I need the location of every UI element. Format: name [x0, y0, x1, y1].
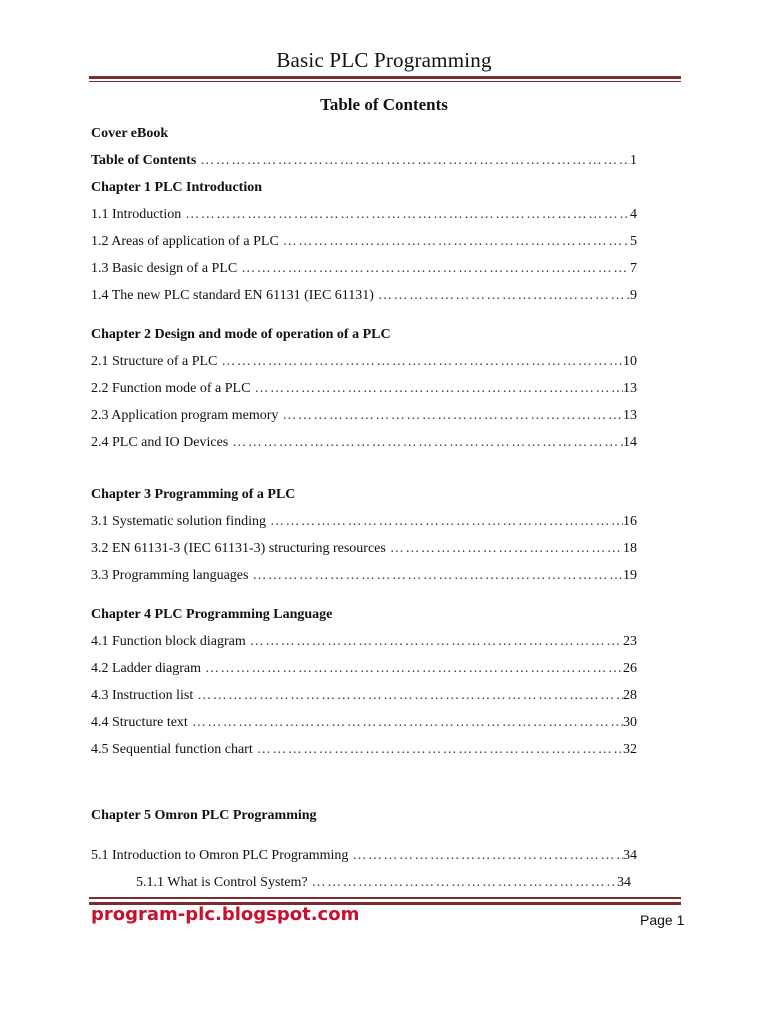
toc-entry-label: 4.1 Function block diagram: [91, 634, 246, 649]
toc-entry-page: 34: [617, 875, 631, 890]
toc-entry-page: 13: [623, 381, 637, 396]
toc-entry-page: 32: [623, 742, 637, 757]
toc-entry-2-2[interactable]: [91, 380, 637, 398]
toc-leader-dots: [192, 714, 623, 732]
toc-entry-page: 18: [623, 541, 637, 556]
toc-entry-3-3[interactable]: [91, 567, 637, 585]
toc-leader-dots: [250, 633, 623, 651]
toc-entry-3-1[interactable]: [91, 513, 637, 531]
toc-leader-dots: [282, 407, 623, 425]
toc-entry-label: 5.1 Introduction to Omron PLC Programming: [91, 848, 349, 863]
toc-entry-page: 1: [630, 153, 637, 168]
page-header-title: Basic PLC Programming: [276, 48, 492, 72]
toc-entry-1-3[interactable]: [91, 260, 637, 278]
toc-heading-chapter-5: [91, 807, 637, 825]
toc-title: Table of Contents: [320, 95, 448, 114]
toc-leader-dots: [270, 513, 623, 531]
toc-leader-dots: [200, 152, 630, 170]
toc-leader-dots: [241, 260, 630, 278]
toc-entry-label: 3.2 EN 61131-3 (IEC 61131-3) structuring resources: [91, 541, 386, 556]
toc-entry-label: 2.2 Function mode of a PLC: [91, 381, 251, 396]
toc-entry-5-1[interactable]: [91, 847, 637, 865]
toc-leader-dots: [390, 540, 623, 558]
toc-entry-page: 26: [623, 661, 637, 676]
toc-entry-label: 1.4 The new PLC standard EN 61131 (IEC 61131): [91, 288, 374, 303]
toc-entry-page: 4: [630, 207, 637, 222]
toc-heading-chapter-1: [91, 179, 637, 197]
toc-entry-1-1[interactable]: [91, 206, 637, 224]
toc-entry-3-2[interactable]: [91, 540, 637, 558]
toc-entry-page: 30: [623, 715, 637, 730]
toc-entry-page: 7: [630, 261, 637, 276]
toc-leader-dots: [378, 287, 630, 305]
toc-entry-page: 16: [623, 514, 637, 529]
toc-leader-dots: [254, 380, 623, 398]
toc-entry-label: 2.1 Structure of a PLC: [91, 354, 218, 369]
toc-heading-cover: [91, 125, 637, 143]
toc-entry-label: 5.1.1 What is Control System?: [136, 875, 308, 890]
toc-heading-chapter-3: [91, 486, 637, 504]
header-rule-thin: [89, 81, 681, 82]
header-rule-thick: [89, 76, 681, 79]
toc-entry-page: 5: [630, 234, 637, 249]
toc-entry-2-1[interactable]: [91, 353, 637, 371]
toc-heading-label: Chapter 4 PLC Programming Language: [91, 607, 333, 622]
toc-entry-label: 3.1 Systematic solution finding: [91, 514, 266, 529]
toc-leader-dots: [312, 874, 617, 892]
toc-entry-label: 4.4 Structure text: [91, 715, 188, 730]
toc-entry-page: 34: [623, 848, 637, 863]
toc-leader-dots: [221, 353, 623, 371]
toc-entry-1-2[interactable]: [91, 233, 637, 251]
toc-heading-label: Chapter 3 Programming of a PLC: [91, 487, 296, 502]
toc-heading-chapter-2: [91, 326, 637, 344]
toc-leader-dots: [197, 687, 623, 705]
toc-entry-page: 10: [623, 354, 637, 369]
toc-entry-page: 9: [630, 288, 637, 303]
toc-heading-label: Chapter 2 Design and mode of operation of a PLC: [91, 327, 391, 342]
toc-entry-4-5[interactable]: [91, 741, 637, 759]
toc-entry-page: 28: [623, 688, 637, 703]
toc-entry-label: 3.3 Programming languages: [91, 568, 249, 583]
toc-heading-label: Chapter 5 Omron PLC Programming: [91, 808, 317, 823]
toc-heading-label: Cover eBook: [91, 126, 169, 141]
toc-entry-label: 4.3 Instruction list: [91, 688, 194, 703]
toc-leader-dots: [257, 741, 623, 759]
toc-heading-label: Chapter 1 PLC Introduction: [91, 180, 263, 195]
toc-leader-dots: [232, 434, 623, 452]
toc-entry-label: Table of Contents: [91, 153, 197, 168]
toc-entry-page: 23: [623, 634, 637, 649]
toc-entry-label: 1.1 Introduction: [91, 207, 182, 222]
footer-site-link[interactable]: program-plc.blogspot.com: [91, 904, 360, 925]
toc-entry-table-of-contents[interactable]: [91, 152, 637, 170]
toc-entry-label: 4.2 Ladder diagram: [91, 661, 202, 676]
toc-entry-5-1-1[interactable]: [136, 874, 631, 892]
toc-entry-2-4[interactable]: [91, 434, 637, 452]
toc-entry-label: 4.5 Sequential function chart: [91, 742, 253, 757]
toc-leader-dots: [352, 847, 623, 865]
toc-leader-dots: [185, 206, 630, 224]
toc-entry-4-3[interactable]: [91, 687, 637, 705]
toc-entry-page: 14: [623, 435, 637, 450]
toc-entry-label: 1.2 Areas of application of a PLC: [91, 234, 279, 249]
toc-leader-dots: [205, 660, 623, 678]
footer-rule-thin: [89, 897, 681, 899]
toc-heading-chapter-4: [91, 606, 637, 624]
toc-entry-4-4[interactable]: [91, 714, 637, 732]
toc-entry-label: 2.4 PLC and IO Devices: [91, 435, 229, 450]
toc-entry-label: 2.3 Application program memory: [91, 408, 279, 423]
toc-entry-4-1[interactable]: [91, 633, 637, 651]
toc-entry-page: 13: [623, 408, 637, 423]
toc-leader-dots: [283, 233, 630, 251]
toc-leader-dots: [252, 567, 623, 585]
footer-page-number: Page 1: [640, 912, 685, 928]
toc-entry-4-2[interactable]: [91, 660, 637, 678]
toc-entry-1-4[interactable]: [91, 287, 637, 305]
toc-entry-2-3[interactable]: [91, 407, 637, 425]
toc-entry-page: 19: [623, 568, 637, 583]
toc-entry-label: 1.3 Basic design of a PLC: [91, 261, 238, 276]
